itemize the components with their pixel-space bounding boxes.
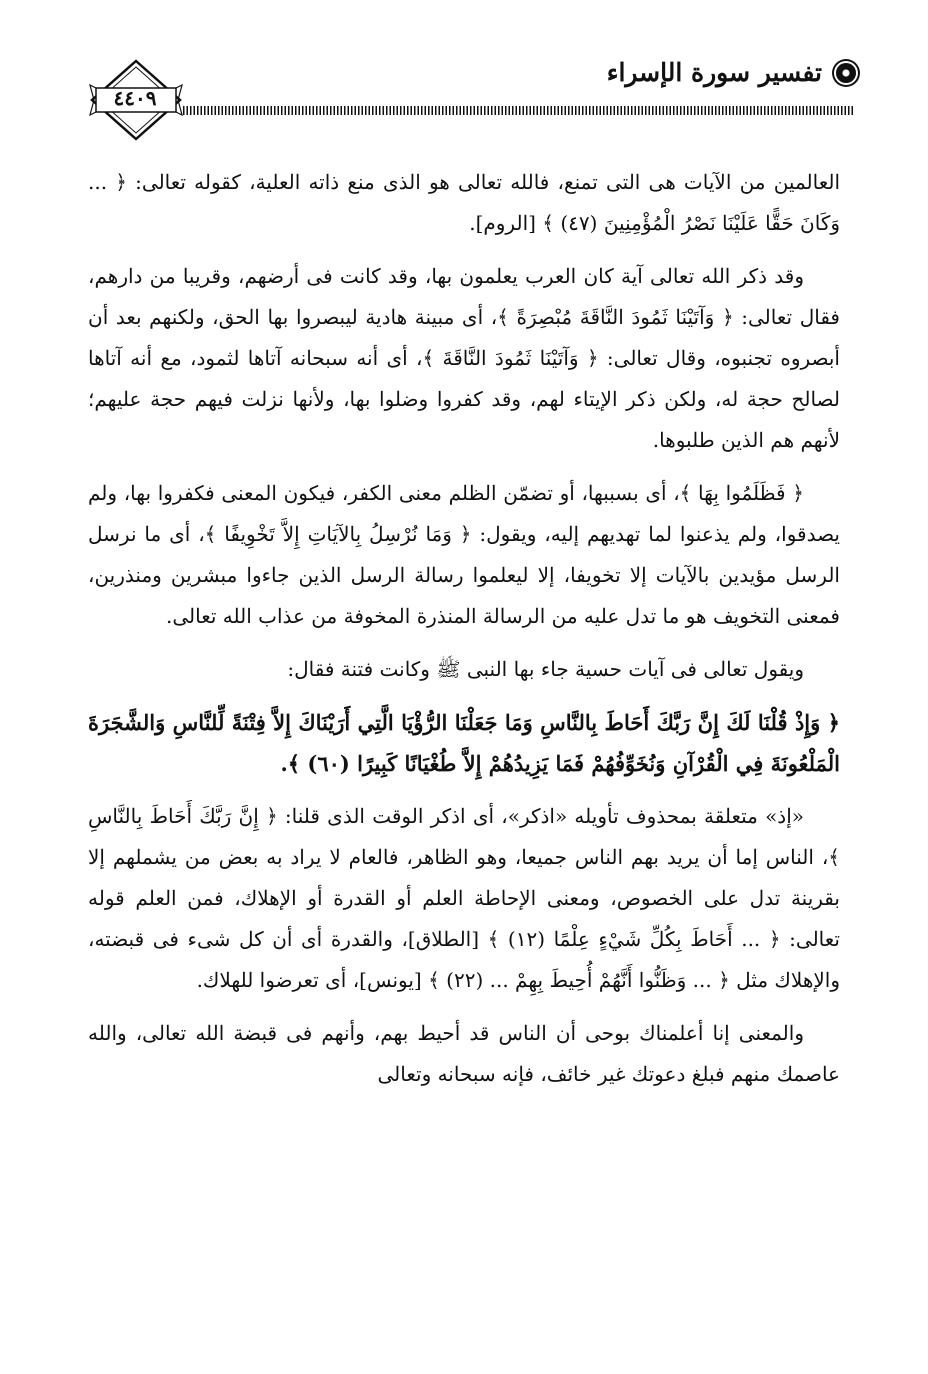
page-number: ٤٤٠٩ bbox=[113, 86, 157, 110]
page-header bbox=[0, 0, 928, 150]
paragraph-4: ويقول تعالى فى آيات حسية جاء بها النبى ﷺ وكانت فتنة فقال: bbox=[287, 657, 804, 681]
page-body bbox=[88, 162, 840, 1107]
flower-ornament-icon bbox=[836, 63, 856, 83]
quran-verse: ﴿ وَإِذْ قُلْنَا لَكَ إِنَّ رَبَّكَ أَحَاطَ بِالنَّاسِ وَمَا جَعَلْنَا الرُّؤْيَا الَّتِي أَرَيْنَاكَ إِلاَّ فِتْنَةً لِّلنَّاسِ وَالشَّجَرَةَ الْمَلْعُونَةَ فِي الْقُرْآنِ وَنُخَوِّفُهُمْ فَمَا يَزِيدُهُمْ إِلاَّ طُغْيَانًا كَبِيرًا (٦٠) ﴾. bbox=[88, 710, 840, 776]
surah-title: تفسير سورة الإسراء bbox=[606, 58, 822, 87]
paragraph-6: والمعنى إنا أعلمناك بوحى أن الناس قد أحيط بهم، وأنهم فى قبضة الله تعالى، والله عاصمك منهم فبلغ دعوتك غير خائف، فإنه سبحانه وتعالى bbox=[88, 1021, 840, 1086]
paragraph-3: ﴿ فَظَلَمُوا بِهَا ﴾، أى بسببها، أو تضمّن الظلم معنى الكفر، فيكون المعنى فكفروا بها، ولم يصدقوا، ولم يذعنوا لما تهديهم إليه، ويقول: ﴿ وَمَا نُرْسِلُ بِالآيَاتِ إِلاَّ تَخْوِيفًا ﴾، أى ما نرسل الرسل مؤيدين بالآيات إلا تخويفا، إلا ليعلموا رسالة الرسل الذين جاءوا مبشرين ومنذرين، فمعنى التخويف هو ما تدل عليه من الرسالة المنذرة المخوفة من عذاب الله تعالى. bbox=[88, 481, 840, 628]
running-title bbox=[607, 58, 856, 87]
header-rule bbox=[183, 106, 855, 115]
paragraph-2: وقد ذكر الله تعالى آية كان العرب يعلمون بها، وقد كانت فى أرضهم، وقريبا من دارهم، فقال تعالى: ﴿ وَآتَيْنَا ثَمُودَ النَّاقَةَ مُبْصِرَةً ﴾، أى مبينة هادية ليبصروا بها الحق، ولكنهم بعد أن أبصروه تجنبوه، وقال تعالى: ﴿ وَآتَيْنَا ثَمُودَ النَّاقَةَ ﴾، أى أنه سبحانه آتاها لثمود، مع أنه آتاها لصالح حجة له، ولكن ذكر الإيتاء لهم، وقد كفروا وضلوا بها، ولأنها نزلت فيهم حجة عليهم؛ لأنهم هم الذين طلبوها. bbox=[88, 264, 840, 452]
paragraph-5: «إذ» متعلقة بمحذوف تأويله «اذكر»، أى اذكر الوقت الذى قلنا: ﴿ إِنَّ رَبَّكَ أَحَاطَ بِالنَّاسِ ﴾، الناس إما أن يريد بهم الناس جميعا، وهو الظاهر، فالعام لا يراد به بعض من يشملهم إلا بقرينة تدل على الخصوص، ومعنى الإحاطة العلم أو القدرة أو الإهلاك، فمن العلم قوله تعالى: ﴿ ... أَحَاطَ بِكُلِّ شَيْءٍ عِلْمًا (١٢) ﴾ [الطلاق]، والقدرة أى أن كل شىء فى قبضته، والإهلاك مثل ﴿ ... وَظَنُّوا أَنَّهُمْ أُحِيطَ بِهِمْ ... (٢٢) ﴾ [يونس]، أى تعرضوا للهلاك. bbox=[88, 804, 840, 992]
paragraph-1: العالمين من الآيات هى التى تمنع، فالله تعالى هو الذى منع ذاته العلية، كقوله تعالى: ﴿ ... وَكَانَ حَقًّا عَلَيْنَا نَصْرُ الْمُؤْمِنِينَ (٤٧) ﴾ [الروم]. bbox=[88, 170, 840, 235]
